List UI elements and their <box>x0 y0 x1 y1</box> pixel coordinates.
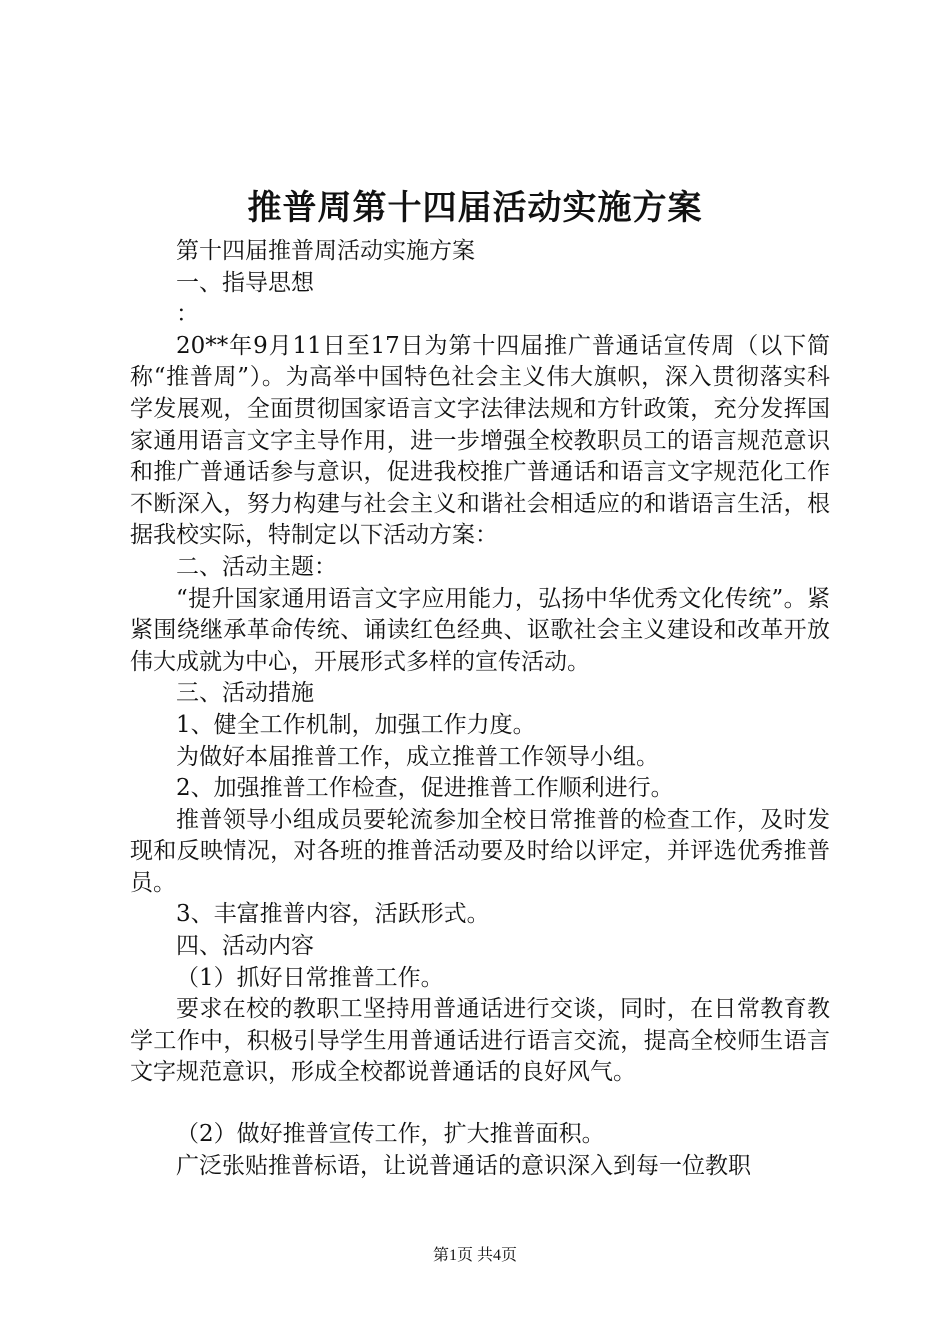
paragraph-subtitle: 第十四届推普周活动实施方案 <box>176 238 475 264</box>
content-item-2: （2）做好推普宣传工作，扩大推普面积。 <box>176 1121 605 1148</box>
paragraph-colon: ： <box>176 301 199 328</box>
content-item-1: （1）抓好日常推普工作。 <box>176 964 444 991</box>
measure-item-1: 1、健全工作机制，加强工作力度。 <box>176 711 536 738</box>
measure-item-2: 2、加强推普工作检查，促进推普工作顺利进行。 <box>176 775 674 802</box>
heading-activity-content: 四、活动内容 <box>176 933 314 960</box>
page-number-footer: 第1页 共4页 <box>432 1247 517 1264</box>
paragraph-inspection: 推普领导小组成员要轮流参加全校日常推普的检查工作，及时发现和反映情况，对各班的推普活动要及时给以评定，并评选优秀推普员。 <box>130 806 830 896</box>
paragraph-spacer <box>130 1089 830 1119</box>
document-body <box>130 236 830 1182</box>
paragraph-theme: “提升国家通用语言文字应用能力，弘扬中华优秀文化传统”。紧紧围绕继承革命传统、诵读红色经典、讴歌社会主义建设和改革开放伟大成就为中心，开展形式多样的宣传活动。 <box>130 585 830 675</box>
document-title: 推普周第十四届活动实施方案 <box>247 188 703 228</box>
paragraph-daily-work: 要求在校的教职工坚持用普通话进行交谈，同时，在日常教育教学工作中，积极引导学生用普通话进行语言交流，提高全校师生语言文字规范意识，形成全校都说普通话的良好风气。 <box>130 996 830 1086</box>
heading-activity-measures: 三、活动措施 <box>176 680 314 707</box>
heading-activity-theme: 二、活动主题： <box>176 553 337 580</box>
paragraph-introduction: 20**年9月11日至17日为第十四届推广普通话宣传周（以下简称“推普周”）。为高举中国特色社会主义伟大旗帜，深入贯彻落实科学发展观，全面贯彻国家语言文字法律法规和方针政策，充分发挥国家通用语言文字主导作用，进一步增强全校教职员工的语言规范意识和推广普通话参与意识，促进我校推广普通话和语言文字规范化工作不断深入，努力构建与社会主义和谐社会相适应的和谐语言生活，根据我校实际，特制定以下活动方案： <box>130 332 830 549</box>
paragraph-publicity: 广泛张贴推普标语，让说普通话的意识深入到每一位教职 <box>176 1152 751 1179</box>
heading-guiding-ideology: 一、指导思想 <box>176 269 314 296</box>
paragraph-leadership-group: 为做好本届推普工作，成立推普工作领导小组。 <box>176 743 659 770</box>
measure-item-3: 3、丰富推普内容，活跃形式。 <box>176 901 490 928</box>
